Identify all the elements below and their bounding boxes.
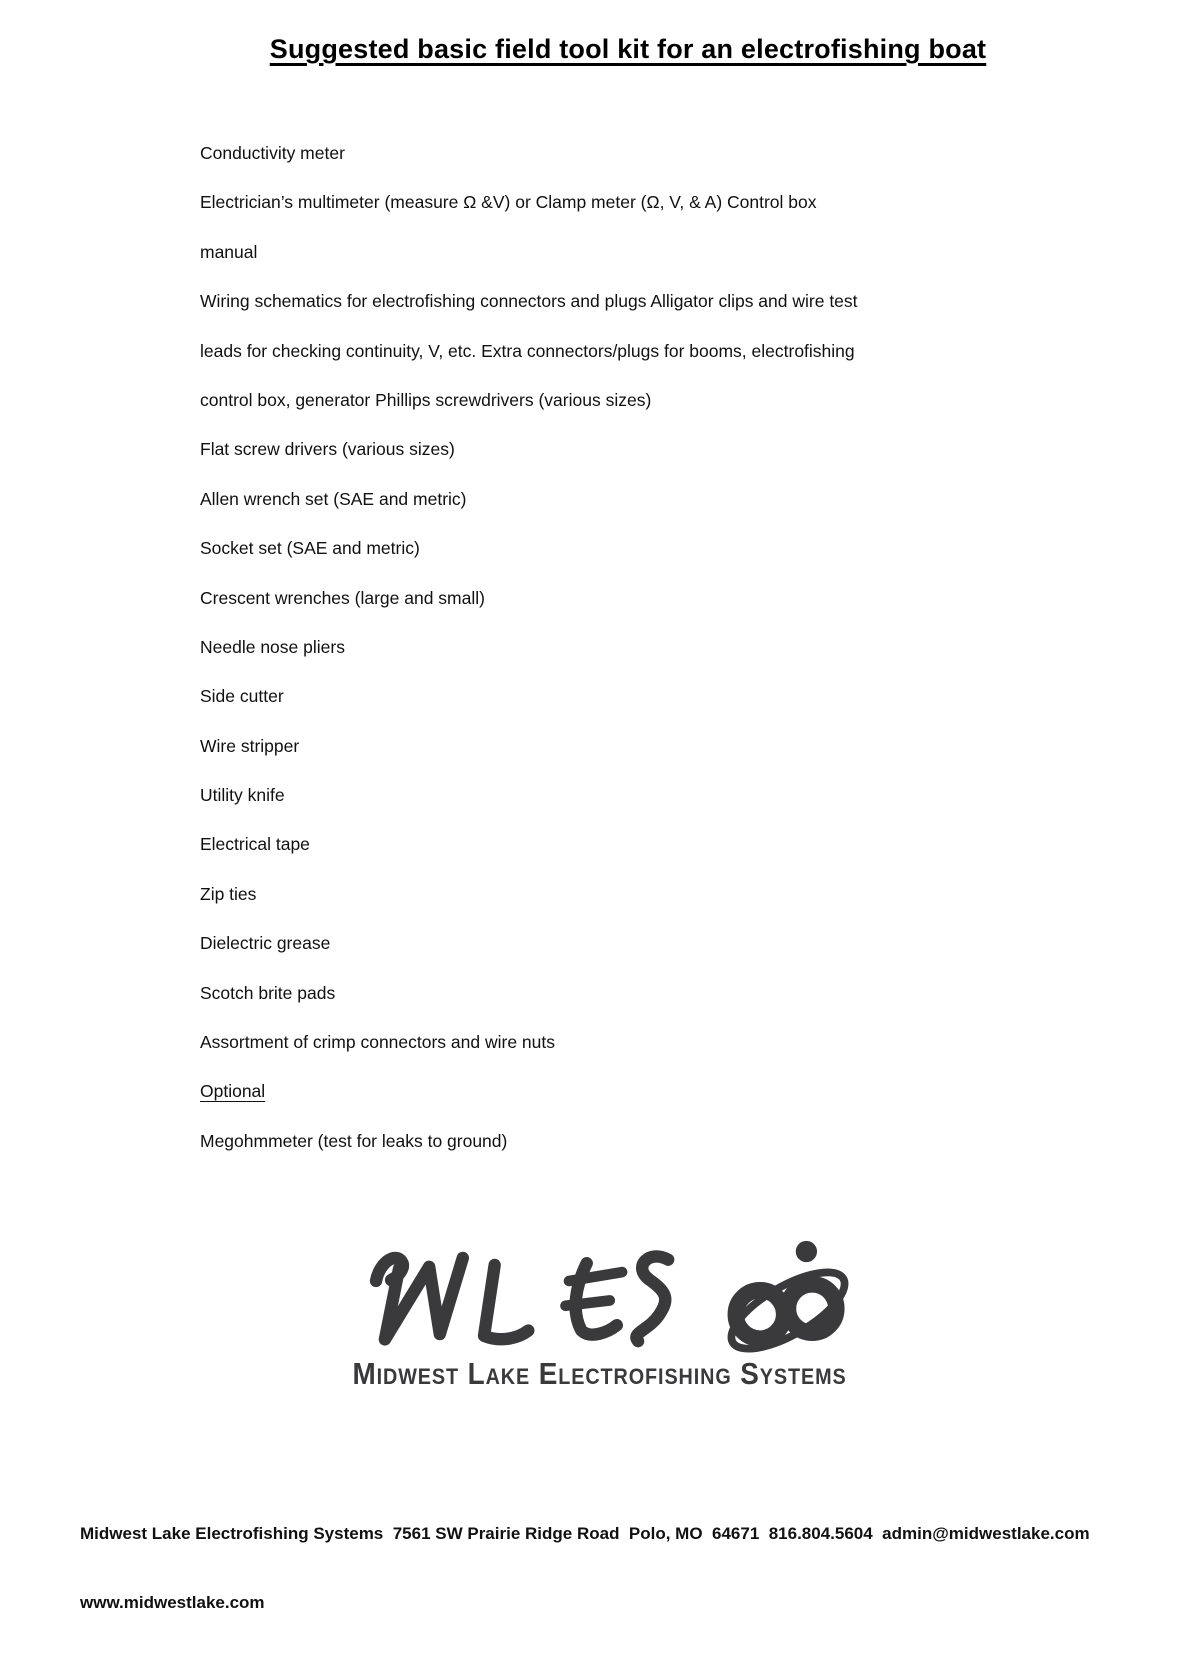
tool-list-line: Conductivity meter (200, 143, 345, 163)
tool-list-line: control box, generator Phillips screwdrivers (various sizes) (200, 389, 652, 410)
tool-list-line: Wiring schematics for electrofishing connectors and plugs Alligator clips and wire test (200, 291, 858, 312)
tool-list-line: Scotch brite pads (200, 982, 336, 1003)
tool-list-line: Utility knife (200, 785, 285, 806)
footer-contact-info (80, 1476, 1140, 1660)
logo-row (358, 1240, 862, 1352)
page-title-text: Suggested basic field tool kit for an electrofishing boat (269, 34, 987, 64)
tool-list-line: Flat screw drivers (various sizes) (200, 439, 455, 460)
company-logo (0, 1240, 1200, 1392)
tool-list-line: Dielectric grease (200, 933, 331, 954)
tool-list-line: Assortment of crimp connectors and wire nuts (200, 1032, 556, 1053)
footer-line-2: www.midwestlake.com (80, 1593, 265, 1612)
tool-list-line: Crescent wrenches (large and small) (200, 587, 485, 608)
tool-list-line: Needle nose pliers (200, 636, 345, 657)
page-title (200, 34, 1056, 65)
tool-list-line: Electrical tape (200, 834, 310, 855)
atom-electron-dot (796, 1241, 817, 1262)
tool-list-line: Wire stripper (200, 735, 300, 756)
tool-list-line: Optional (200, 1081, 266, 1102)
tool-list-line: Zip ties (200, 883, 257, 904)
tool-list-line: manual (200, 241, 258, 262)
tool-list-line: Socket set (SAE and metric) (200, 538, 420, 559)
tool-list-line: Electrician’s multimeter (measure Ω &V) or Clamp meter (Ω, V, & A) Control box (200, 192, 817, 213)
tool-list-line: leads for checking continuity, V, etc. Extra connectors/plugs for booms, electrofishing (200, 340, 855, 361)
mles-wordmark-icon (358, 1242, 688, 1350)
tool-list-line: Megohmmeter (test for leaks to ground) (200, 1130, 508, 1151)
footer-line-1: Midwest Lake Electrofishing Systems 7561 SW Prairie Ridge Road Polo, MO 64671 816.804.5604 admin@midwestlake.com (80, 1524, 1090, 1543)
atom-orbit-icon (714, 1237, 862, 1355)
tool-list-line: Allen wrench set (SAE and metric) (200, 488, 467, 509)
logo-tagline: Midwest Lake Electrofishing Systems (352, 1356, 848, 1391)
tool-list (200, 129, 1090, 1166)
tool-list-line: Side cutter (200, 686, 284, 707)
